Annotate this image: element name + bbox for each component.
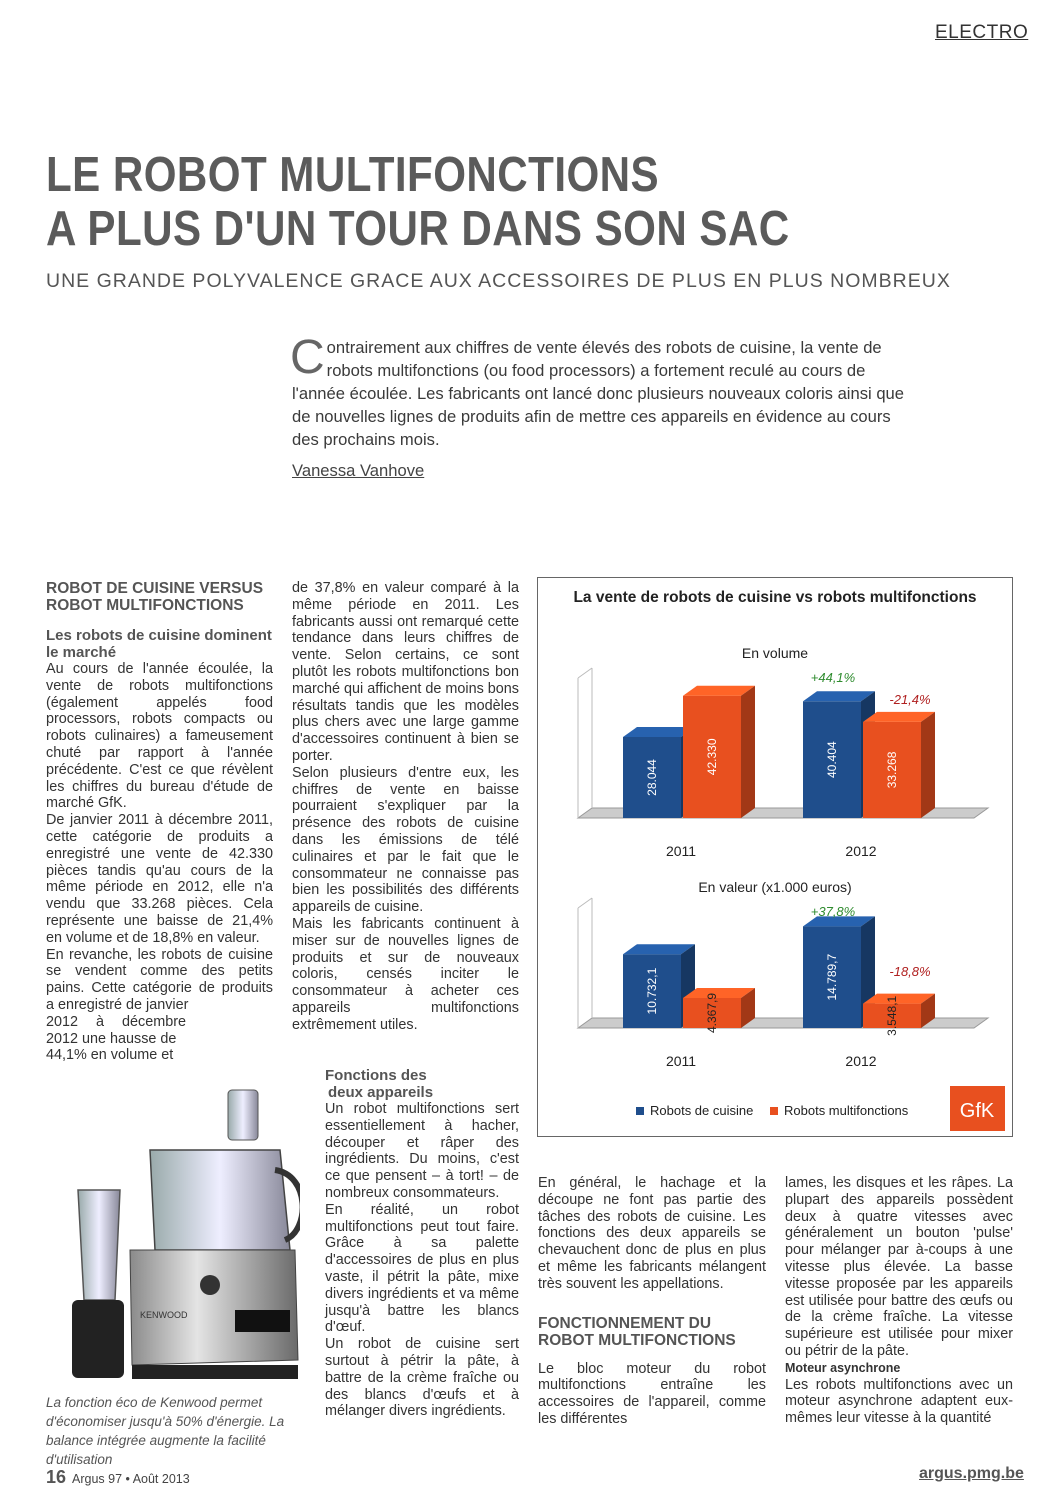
paragraph: 44,1% en volume et (46, 1047, 174, 1064)
paragraph: de 37,8% en valeur comparé à la même période en 2011. Les fabricants aussi ont remarqué cette tendance dans leurs chiffres de vente. Selon certains, ce sont plutôt les robots multifonctions bon marché qui affichent de moins bons résultats tandis que les modèles plus chers avec une large gamme d'accessoires continuent à bien se porter. (292, 580, 519, 764)
page-number: 16 (46, 1467, 67, 1487)
paragraph: En général, le hachage et la découpe ne font pas partie des tâches des robots de cuisine. Les fonctions des deux appareils se chevauchent donc de plus en plus et même les fabricants mélangent très souvent les appellations. (538, 1175, 766, 1292)
chart-panel-volume (578, 645, 988, 859)
column-1 (46, 580, 273, 1064)
legend-label: Robots de cuisine (650, 1103, 754, 1118)
subheading-line: le marché (46, 643, 117, 661)
data-label: 4.367,9 (705, 992, 719, 1034)
gfk-logo-text: GfK (959, 1100, 995, 1122)
heading-line: ROBOT MULTIFONCTIONS (46, 597, 244, 614)
chart-box (537, 577, 1013, 1137)
subheading-line: Fonctions des (325, 1067, 427, 1084)
issue-info: Argus 97 • Août 2013 (72, 1472, 190, 1486)
footer-url[interactable]: argus.pmg.be (919, 1465, 1024, 1482)
change-down-label: -21,4% (889, 692, 931, 707)
data-label: 42.330 (705, 738, 719, 776)
data-label: 3.548,1 (885, 995, 899, 1036)
chart-wall (578, 898, 592, 908)
column-3 (538, 1175, 766, 1428)
paragraph: Les robots multifonctions avec un moteur asynchrone adaptent eux-mêmes leur vitesse à la quantité (785, 1376, 1013, 1427)
data-label: 14.789,7 (825, 953, 839, 1001)
paragraph: En réalité, un robot multifonctions peut tout faire. Grâce à sa palette d'accessoires de plus en plus vaste, il pétrit la pâte, mixe divers ingrédients et va même jusqu'à battre les blancs d'œuf. (325, 1201, 519, 1336)
author: Vanessa Vanhove (292, 461, 425, 480)
paragraph: Au cours de l'année écoulée, la vente de robots multifonctions (également appelés food processors, robots compacts ou robots culinaires) a fameusement chuté par rapport à l'année précédente. C'est ce que révèlent les chiffres du bureau d'étude de marché GfK. (46, 661, 273, 812)
category-label: 2012 (845, 1053, 877, 1069)
paragraph: Selon plusieurs d'entre eux, les chiffres de vente en baisse pourraient s'expliquer par la présence des robots de cuisine dans les émissions de télé culinaires et par le fait que le consommateur ne connaisse pas bien les possibilités des différents appareils de cuisine. (292, 764, 519, 916)
paragraph: lames, les disques et les râpes. La plupart des appareils possèdent deux à quatre vitesses avec généralement un bouton 'pulse' pour mélanger par à-coups à une vitesse plus élevée. La basse vitesse proposée par les appareils est utilisée pour battre des œufs ou de la crème fraîche. La vitesse supérieure est utilisée pour mixer ou pétrir de la pâte. (785, 1175, 1013, 1359)
subheading-line: deux appareils (328, 1083, 434, 1101)
data-label: 33.268 (885, 751, 899, 789)
paragraph: En revanche, les robots de cuisine se vendent comme des petits pains. Cette catégorie de produits a enregistré de janvier (46, 946, 273, 1013)
chart-bar-side (741, 686, 755, 818)
dropcap: C (290, 331, 325, 384)
data-label: 40.404 (825, 741, 839, 778)
section-tag: ELECTRO (935, 22, 1029, 43)
subheading (46, 628, 273, 661)
paragraph: Mais les fabricants continuent à miser sur de nouvelles lignes de produits et sur de nouveaux coloris, censés inciter le consommateur à acheter ces appareils multifonctions extrêmement utiles. (292, 915, 519, 1033)
paragraph: De janvier 2011 à décembre 2011, cette catégorie de produits a enregistré une vente de 42.330 pièces tandis qu'au cours de la même période en 2012, elle n'a vendu que 33.268 pièces. Cela représente une baisse de 21,4% en volume et de 18,8% en valeur. (46, 812, 273, 946)
legend-swatch (770, 1107, 778, 1115)
column-4 (785, 1175, 1013, 1427)
footer-left (46, 1467, 190, 1488)
paragraph: Un robot multifonctions sert essentiellement à hacher, découper et râper des ingrédients. Du moins, c'est ce que pensent – à tort! – de nombreux consommateurs. (325, 1101, 519, 1201)
column-2 (292, 580, 519, 1034)
legend-label: Robots multifonctions (784, 1103, 909, 1118)
paragraph: Le bloc moteur du robot multifonctions entraîne les accessoires de l'appareil, comme les différentes (538, 1360, 766, 1427)
data-label: 28.044 (645, 759, 659, 796)
paragraph: 2012 une hausse de (46, 1030, 177, 1047)
column-2b (325, 1068, 519, 1420)
gfk-logo (950, 1086, 1005, 1131)
intro-text: ontrairement aux chiffres de vente élevés des robots de cuisine, la vente de robots multifonctions (ou food processors) a fortement reculé au cours de l'année écoulée. Les fabricants ont lancé donc plusieurs nouveaux coloris ainsi que de nouvelles lignes de produits afin de mettre ces appareils en évidence au cours des prochains mois. (292, 338, 904, 449)
heading-line: ROBOT DE CUISINE VERSUS (46, 580, 264, 597)
section-heading (46, 580, 273, 614)
paragraph: Un robot de cuisine sert surtout à pétrir la pâte, à battre de la crème fraîche ou des blancs d'œufs et à mélanger divers ingrédients. (325, 1336, 519, 1420)
photo-caption: La fonction éco de Kenwood permet d'économiser jusqu'à 50% d'énergie. La balance intégrée augmente la facilité d'utilisation (46, 1395, 285, 1467)
category-label: 2011 (665, 843, 697, 859)
subtitle: UNE GRANDE POLYVALENCE GRACE AUX ACCESSOIRES DE PLUS EN PLUS NOMBREUX (46, 270, 951, 292)
change-down-label: -18,8% (889, 964, 931, 979)
change-up-label: +44,1% (810, 670, 856, 685)
food-processor-photo (60, 1080, 300, 1385)
page-title (46, 148, 790, 256)
heading-line: FONCTIONNEMENT DU (538, 1314, 712, 1332)
panel-title: En valeur (x1.000 euros) (698, 879, 852, 895)
panel-title: En volume (741, 645, 809, 661)
category-label: 2011 (665, 1053, 697, 1069)
section-heading (538, 1315, 766, 1349)
data-label: 10.732,1 (645, 967, 659, 1015)
chart-panel-value (578, 879, 988, 1069)
title-line-1: LE ROBOT MULTIFONCTIONS (46, 148, 660, 202)
paragraph: 2012 à décembre (46, 1013, 186, 1030)
photo-brand: KENWOOD (140, 1310, 188, 1320)
category-label: 2012 (845, 843, 877, 859)
legend-swatch (636, 1107, 644, 1115)
chart-title: La vente de robots de cuisine vs robots multifonctions (573, 589, 977, 606)
chart-bar-side (921, 712, 935, 818)
chart-legend (636, 1103, 909, 1118)
sales-chart (538, 578, 1012, 1136)
heading-line: ROBOT MULTIFONCTIONS (538, 1331, 736, 1349)
chart-wall (578, 668, 592, 678)
title-line-2: A PLUS D'UN TOUR DANS SON SAC (46, 202, 790, 256)
intro-paragraph (290, 331, 922, 451)
subheading-line: Les robots de cuisine dominent (46, 627, 272, 644)
change-up-label: +37,8% (810, 904, 856, 919)
subheading (325, 1068, 519, 1101)
subheading: Moteur asynchrone (785, 1360, 901, 1375)
